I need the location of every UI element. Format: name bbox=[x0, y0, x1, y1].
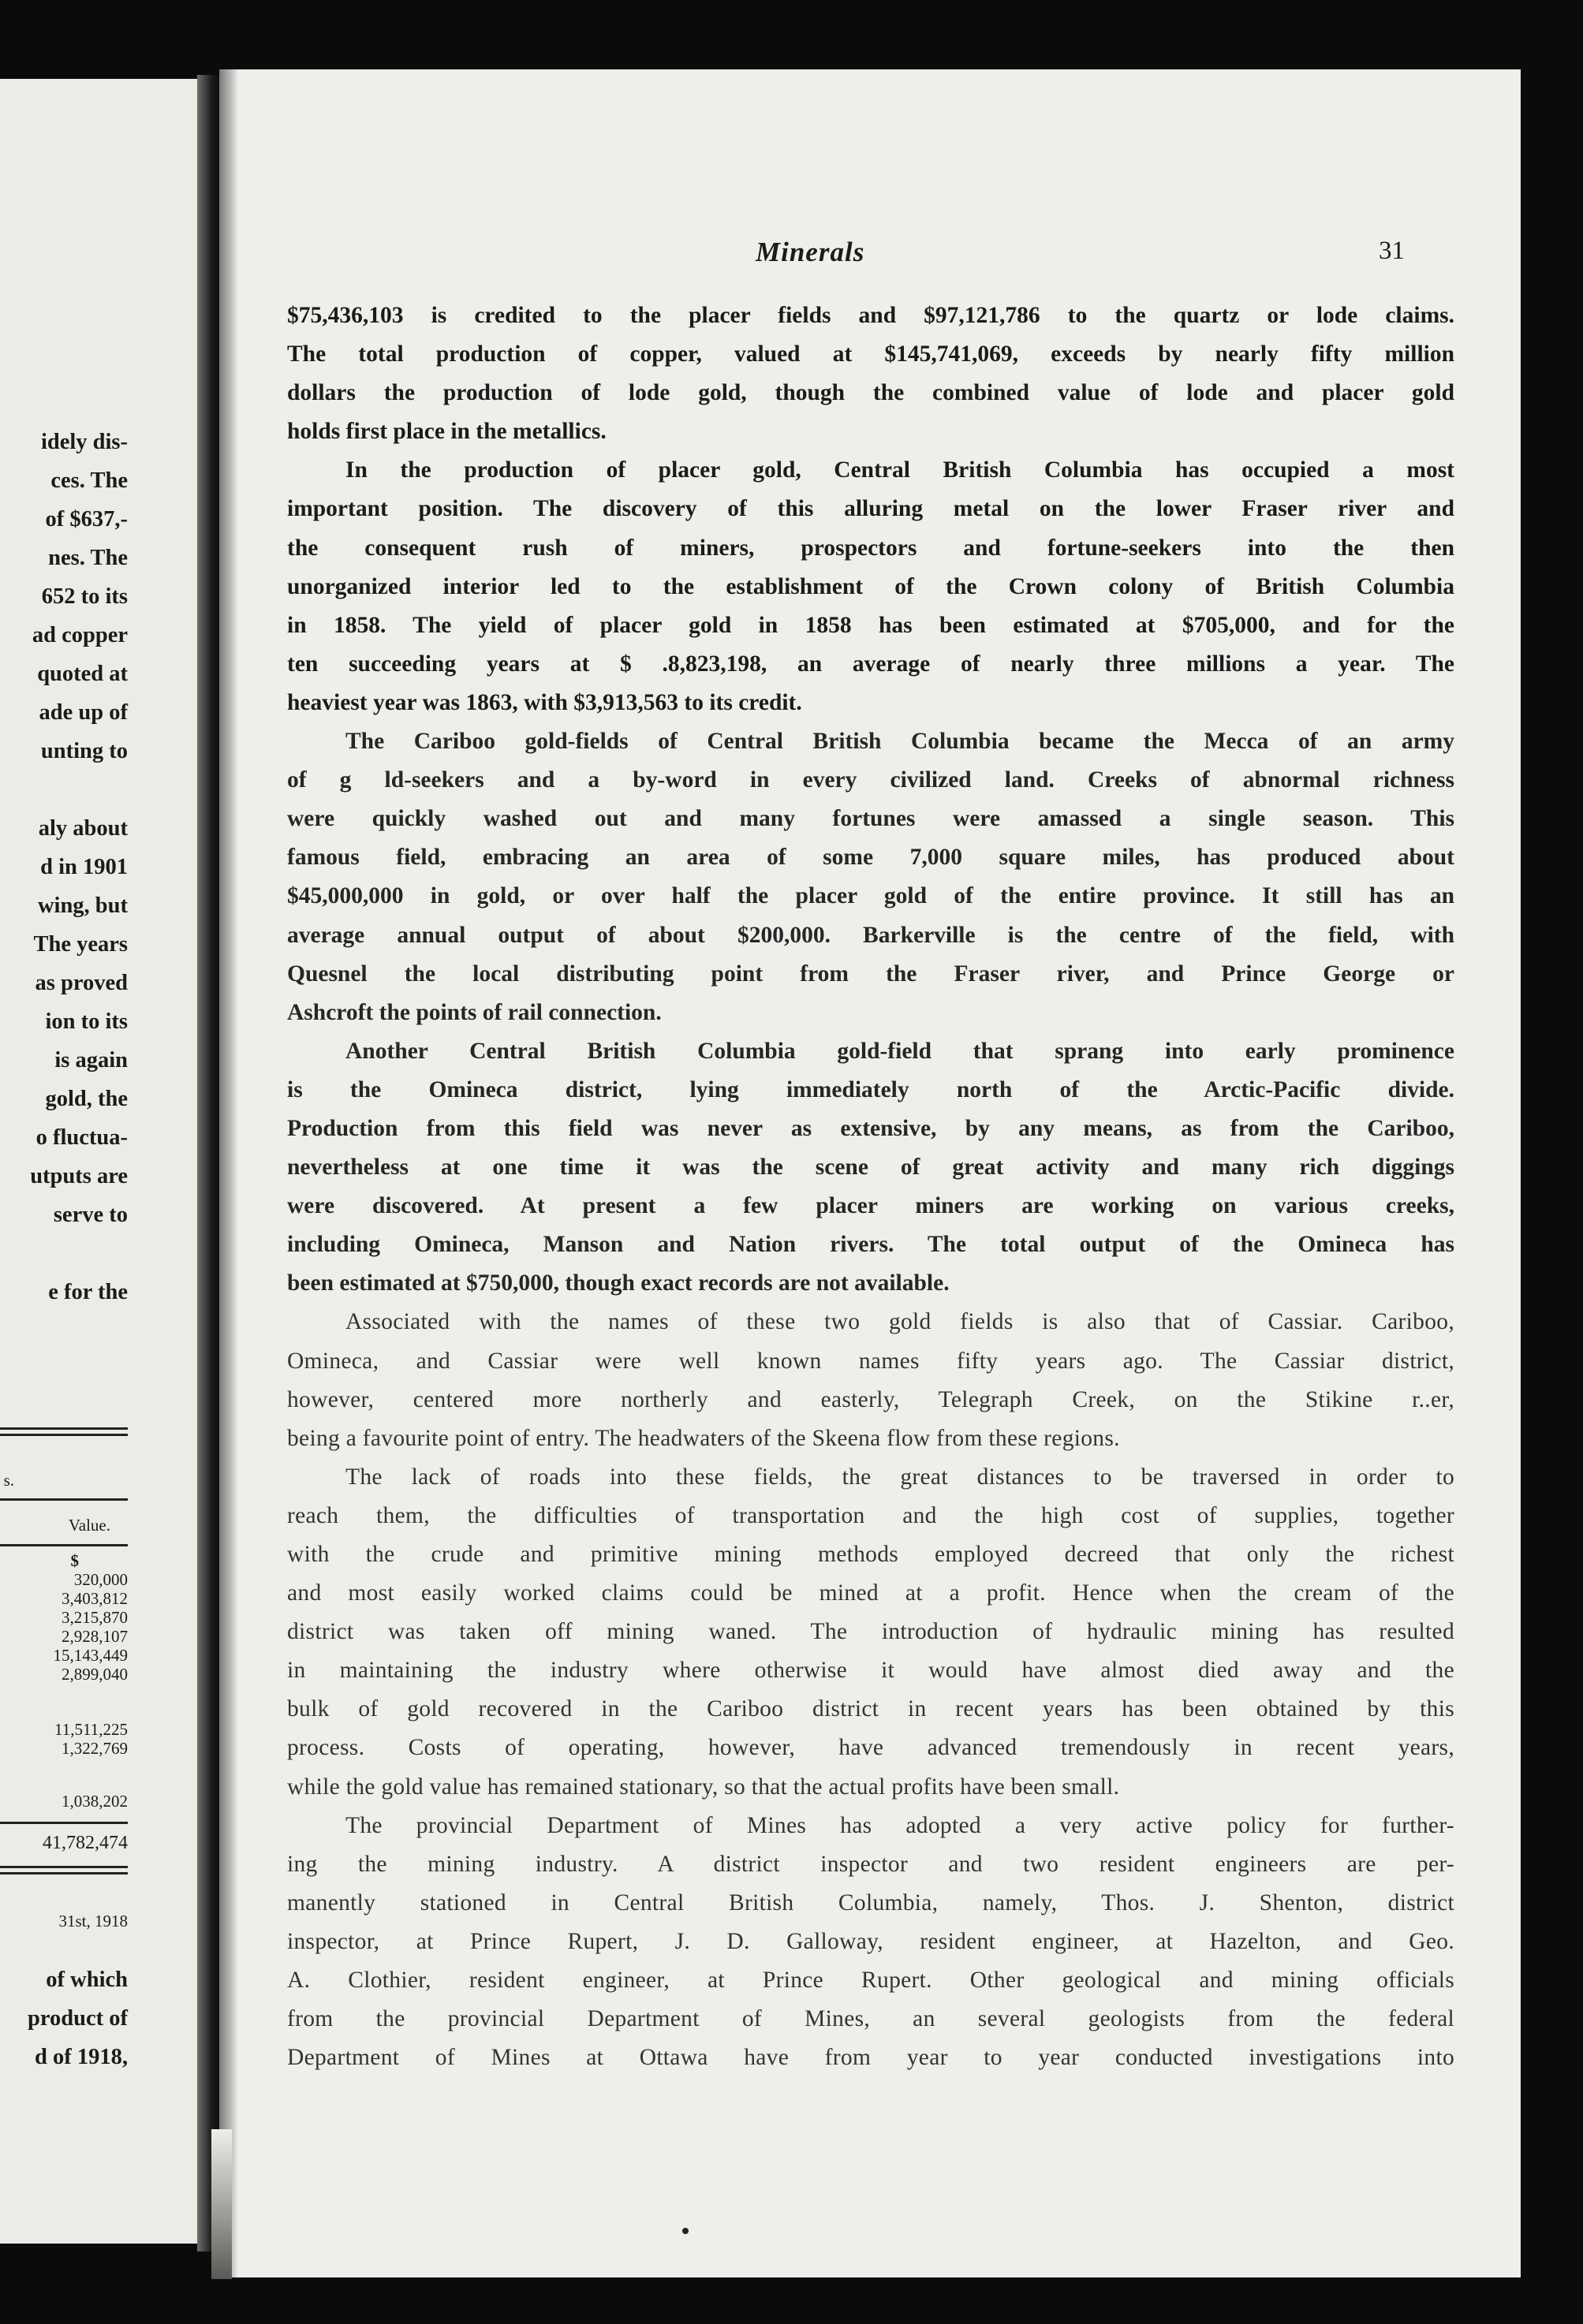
text-line: with the crude and primitive mining methods employed decreed that only the richest bbox=[287, 1542, 1454, 1567]
table-rule bbox=[0, 1872, 128, 1874]
text-line: Associated with the names of these two gold fields is also that of Cassiar. Cariboo, bbox=[345, 1309, 1454, 1335]
text-line: Quesnel the local distributing point from the Fraser river, and Prince George or bbox=[287, 961, 1454, 987]
text-line: dollars the production of lode gold, though the combined value of lode and placer gold bbox=[287, 380, 1454, 406]
table-value: 1,322,769 bbox=[62, 1739, 128, 1758]
text-line: famous field, embracing an area of some 7,000 square miles, has produced about bbox=[287, 845, 1454, 871]
left-fragment-line: ade up of bbox=[39, 700, 128, 725]
table-rule bbox=[0, 1544, 128, 1546]
text-line: Department of Mines at Ottawa have from year to year conducted investigations into bbox=[287, 2045, 1454, 2071]
text-line: in maintaining the industry where otherwise it would have almost died away and the bbox=[287, 1658, 1454, 1684]
left-page-fragment bbox=[0, 79, 197, 2244]
text-line: The lack of roads into these fields, the great distances to be traversed in order to bbox=[345, 1464, 1454, 1490]
left-fragment-line: of $637,- bbox=[45, 507, 128, 532]
table-rule bbox=[0, 1427, 128, 1430]
page-crease bbox=[211, 2129, 232, 2279]
left-fragment-line: d of 1918, bbox=[35, 2045, 128, 2069]
text-line: inspector, at Prince Rupert, J. D. Galloway, resident engineer, at Hazelton, and Geo. bbox=[287, 1928, 1454, 1954]
left-fragment-line: e for the bbox=[48, 1280, 128, 1304]
paragraph bbox=[287, 1032, 1454, 1304]
left-fragment-line: serve to bbox=[53, 1203, 128, 1227]
left-fragment-line: o fluctua- bbox=[35, 1125, 128, 1150]
table-total: 41,782,474 bbox=[43, 1833, 128, 1853]
table-column-header: Value. bbox=[68, 1516, 110, 1535]
text-line: $45,000,000 in gold, or over half the placer gold of the entire province. It still has an bbox=[287, 883, 1454, 909]
text-line: Another Central British Columbia gold-field that sprang into early prominence bbox=[345, 1038, 1454, 1064]
left-fragment-line: The years bbox=[33, 932, 128, 957]
paragraph bbox=[287, 722, 1454, 1032]
table-caption-fragment: s. bbox=[3, 1471, 14, 1490]
spine-shadow bbox=[219, 69, 238, 2277]
text-line: in 1858. The yield of placer gold in 1858 has been estimated at $705,000, and for the bbox=[287, 612, 1454, 638]
text-line: Omineca, and Cassiar were well known names fifty years ago. The Cassiar district, bbox=[287, 1348, 1454, 1374]
page-number: 31 bbox=[1379, 237, 1405, 265]
body-text bbox=[287, 297, 1454, 2077]
text-line: $75,436,103 is credited to the placer fields and $97,121,786 to the quartz or lode claims. bbox=[287, 303, 1454, 328]
left-fragment-line: of which bbox=[46, 1968, 128, 1992]
left-fragment-line: d in 1901 bbox=[40, 855, 128, 879]
left-fragment-line: gold, the bbox=[45, 1087, 128, 1111]
left-fragment-line: unting to bbox=[40, 739, 128, 763]
table-rule bbox=[0, 1498, 128, 1501]
text-line: process. Costs of operating, however, have advanced tremendously in recent years, bbox=[287, 1735, 1454, 1761]
table-value: 3,215,870 bbox=[62, 1608, 128, 1627]
text-line: ing the mining industry. A district inspector and two resident engineers are per- bbox=[287, 1851, 1454, 1877]
left-fragment-line: nes. The bbox=[48, 546, 128, 570]
text-line: manently stationed in Central British Columbia, namely, Thos. J. Shenton, district bbox=[287, 1889, 1454, 1916]
table-rule bbox=[0, 1822, 128, 1824]
left-fragment-line: 31st, 1918 bbox=[58, 1912, 128, 1930]
text-line: nevertheless at one time it was the scene of great activity and many rich diggings bbox=[287, 1155, 1454, 1181]
text-line: heaviest year was 1863, with $3,913,563 to its credit. bbox=[287, 689, 802, 715]
text-line: bulk of gold recovered in the Cariboo district in recent years has been obtained by this bbox=[287, 1696, 1454, 1722]
text-line: reach them, the difficulties of transportation and the high cost of supplies, together bbox=[287, 1502, 1454, 1528]
table-value: 3,403,812 bbox=[62, 1589, 128, 1608]
text-line: Ashcroft the points of rail connection. bbox=[287, 999, 662, 1025]
text-line: average annual output of about $200,000. Barkerville is the centre of the field, with bbox=[287, 922, 1454, 948]
text-line: In the production of placer gold, Central British Columbia has occupied a most bbox=[345, 457, 1454, 483]
text-line: and most easily worked claims could be mined at a profit. Hence when the cream of the bbox=[287, 1580, 1454, 1606]
text-line: The provincial Department of Mines has adopted a very active policy for further- bbox=[345, 1812, 1454, 1838]
table-rule bbox=[0, 1434, 128, 1436]
left-fragment-line: is again bbox=[54, 1048, 128, 1072]
text-line: district was taken off mining waned. The introduction of hydraulic mining has resulted bbox=[287, 1619, 1454, 1645]
text-line: The Cariboo gold-fields of Central British Columbia became the Mecca of an army bbox=[345, 729, 1454, 755]
left-fragment-line: ion to its bbox=[45, 1009, 128, 1034]
text-line: A. Clothier, resident engineer, at Prince Rupert. Other geological and mining officials bbox=[287, 1968, 1454, 1994]
text-line: being a favourite point of entry. The headwaters of the Skeena flow from these regions. bbox=[287, 1425, 1120, 1451]
text-line: were quickly washed out and many fortunes were amassed a single season. This bbox=[287, 806, 1454, 832]
paragraph bbox=[287, 297, 1454, 451]
left-fragment-line: wing, but bbox=[37, 893, 128, 918]
table-rule bbox=[0, 1866, 128, 1868]
paragraph bbox=[287, 1458, 1454, 1807]
text-line: while the gold value has remained stationary, so that the actual profits have been small. bbox=[287, 1774, 1120, 1800]
table-value: 1,038,202 bbox=[62, 1792, 128, 1811]
text-line: including Omineca, Manson and Nation rivers. The total output of the Omineca has bbox=[287, 1232, 1454, 1258]
text-line: ten succeeding years at $ .8,823,198, an average of nearly three millions a year. The bbox=[287, 651, 1454, 677]
left-fragment-line: product of bbox=[28, 2006, 128, 2031]
right-page bbox=[219, 69, 1521, 2277]
text-line: been estimated at $750,000, though exact records are not available. bbox=[287, 1270, 950, 1296]
text-line: The total production of copper, valued at $145,741,069, exceeds by nearly fifty million bbox=[287, 341, 1454, 367]
left-fragment-line: as proved bbox=[35, 971, 128, 995]
left-fragment-line: aly about bbox=[38, 816, 128, 841]
text-line: were discovered. At present a few placer miners are working on various creeks, bbox=[287, 1193, 1454, 1219]
text-line: however, centered more northerly and easterly, Telegraph Creek, on the Stikine r..er, bbox=[287, 1386, 1454, 1412]
text-line: is the Omineca district, lying immediately north of the Arctic-Pacific divide. bbox=[287, 1076, 1454, 1102]
left-fragment-line: utputs are bbox=[30, 1164, 128, 1188]
left-fragment-line: ad copper bbox=[32, 623, 128, 647]
text-line: the consequent rush of miners, prospectors and fortune-seekers into the then bbox=[287, 535, 1454, 561]
text-line: from the provincial Department of Mines, an several geologists from the federal bbox=[287, 2006, 1454, 2032]
left-fragment-line: quoted at bbox=[37, 662, 128, 686]
paragraph bbox=[287, 451, 1454, 722]
table-value: 2,928,107 bbox=[62, 1627, 128, 1646]
table-value: 2,899,040 bbox=[62, 1665, 128, 1684]
paragraph bbox=[287, 1807, 1454, 2078]
left-fragment-line: 652 to its bbox=[41, 584, 128, 609]
text-line: of g ld-seekers and a by-word in every civilized land. Creeks of abnormal richness bbox=[287, 767, 1454, 793]
left-fragment-line: ces. The bbox=[50, 468, 128, 493]
table-value: 320,000 bbox=[73, 1570, 128, 1589]
text-line: important position. The discovery of this alluring metal on the lower Fraser river and bbox=[287, 496, 1454, 522]
book-gutter bbox=[197, 75, 221, 2251]
running-title: Minerals bbox=[756, 237, 865, 267]
paragraph bbox=[287, 1303, 1454, 1457]
text-line: holds first place in the metallics. bbox=[287, 419, 607, 445]
stray-mark bbox=[682, 2228, 689, 2234]
currency-symbol: $ bbox=[70, 1551, 79, 1570]
table-value: 15,143,449 bbox=[53, 1646, 128, 1665]
text-line: Production from this field was never as extensive, by any means, as from the Cariboo, bbox=[287, 1115, 1454, 1141]
table-value: 11,511,225 bbox=[54, 1720, 128, 1739]
left-fragment-line: idely dis- bbox=[40, 430, 128, 454]
text-line: unorganized interior led to the establishment of the Crown colony of British Columbia bbox=[287, 573, 1454, 599]
